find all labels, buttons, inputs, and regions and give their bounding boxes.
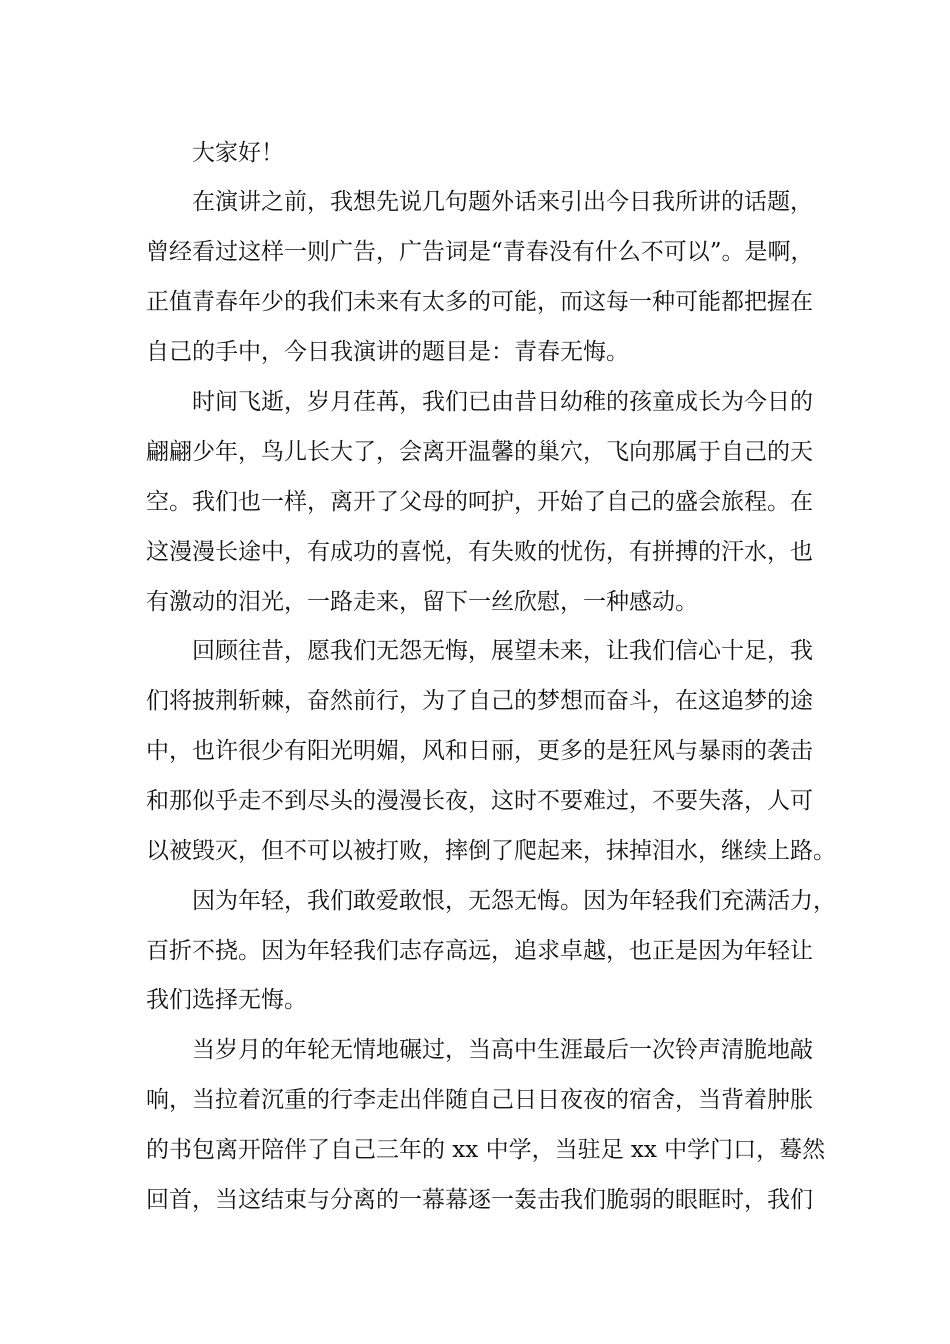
paragraph-2-line-3: 空。我们也一样，离开了父母的呵护，开始了自己的盛会旅程。在 <box>146 489 813 515</box>
greeting-line: 大家好！ <box>192 140 284 166</box>
paragraph-3-line-5: 以被毁灭，但不可以被打败，摔倒了爬起来，抹掉泪水，继续上路。 <box>146 838 836 864</box>
paragraph-1-line-4: 自己的手中，今日我演讲的题目是：青春无悔。 <box>146 339 629 365</box>
paragraph-1-line-3: 正值青春年少的我们未来有太多的可能，而这每一种可能都把握在 <box>146 289 813 315</box>
paragraph-4-line-1: 因为年轻，我们敢爱敢恨，无怨无悔。因为年轻我们充满活力， <box>192 888 836 914</box>
paragraph-3-line-4: 和那似乎走不到尽头的漫漫长夜，这时不要难过，不要失落，人可 <box>146 788 813 814</box>
paragraph-2-line-1: 时间飞逝，岁月荏苒，我们已由昔日幼稚的孩童成长为今日的 <box>192 389 813 415</box>
paragraph-5-line-1: 当岁月的年轮无情地碾过，当高中生涯最后一次铃声清脆地敲 <box>192 1037 813 1063</box>
paragraph-5-line-4: 回首，当这结束与分离的一幕幕逐一轰击我们脆弱的眼眶时，我们 <box>146 1187 813 1213</box>
paragraph-4-line-2: 百折不挠。因为年轻我们志存高远，追求卓越，也正是因为年轻让 <box>146 938 813 964</box>
paragraph-3-line-3: 中，也许很少有阳光明媚，风和日丽，更多的是狂风与暴雨的袭击 <box>146 738 813 764</box>
paragraph-2-line-5: 有激动的泪光，一路走来，留下一丝欣慰，一种感动。 <box>146 589 698 615</box>
paragraph-1-line-2: 曾经看过这样一则广告，广告词是“青春没有什么不可以”。是啊， <box>146 239 814 265</box>
paragraph-1-line-1: 在演讲之前，我想先说几句题外话来引出今日我所讲的话题， <box>192 189 813 215</box>
paragraph-3-line-1: 回顾往昔，愿我们无怨无悔，展望未来，让我们信心十足，我 <box>192 638 813 664</box>
paragraph-4-line-3: 我们选择无悔。 <box>146 987 307 1013</box>
paragraph-3-line-2: 们将披荆斩棘，奋然前行，为了自己的梦想而奋斗，在这追梦的途 <box>146 688 813 714</box>
paragraph-2-line-2: 翩翩少年，鸟儿长大了，会离开温馨的巢穴，飞向那属于自己的天 <box>146 439 813 465</box>
paragraph-5-line-3: 的书包离开陪伴了自己三年的 xx 中学，当驻足 xx 中学门口，蓦然 <box>146 1137 826 1163</box>
paragraph-2-line-4: 这漫漫长途中，有成功的喜悦，有失败的忧伤，有拼搏的汗水，也 <box>146 539 813 565</box>
paragraph-5-line-2: 响，当拉着沉重的行李走出伴随自己日日夜夜的宿舍，当背着肿胀 <box>146 1087 813 1113</box>
